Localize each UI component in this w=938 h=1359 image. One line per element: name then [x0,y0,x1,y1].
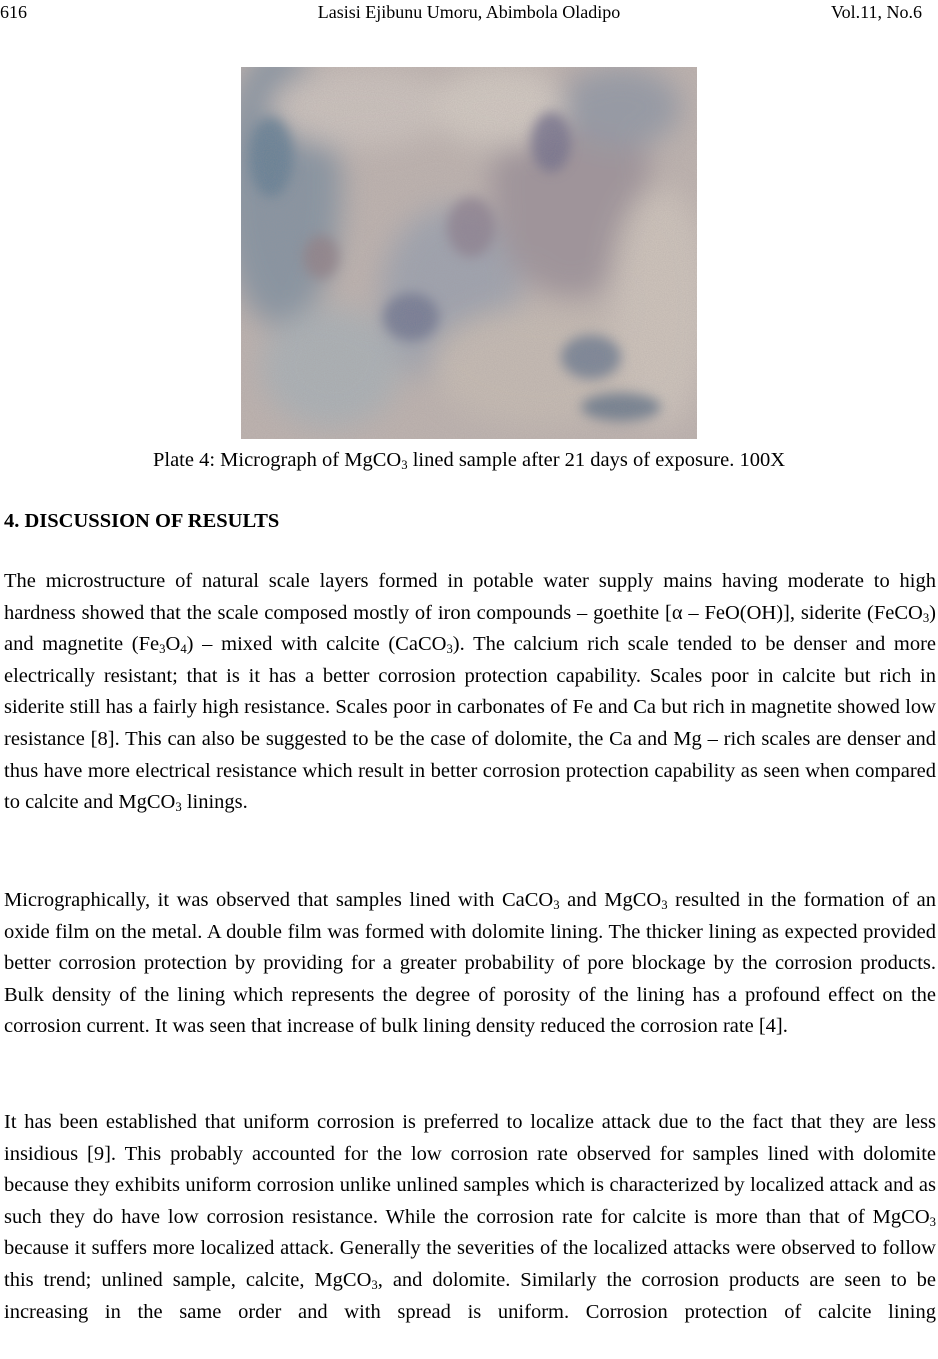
p1-text: linings. [181,791,248,814]
p3-text: , and dolomite. Similarly the corrosion products are seen to be increasing in the same order and with spread is uniform. Corrosion protection of calcite lining [4,1268,936,1323]
caption-text: Plate 4: Micrograph of MgCO [152,449,402,471]
caption-text-end: lined sample after 21 days of exposure. 100X [407,449,786,471]
running-header [0,0,938,30]
p3-sub: 3 [371,1278,378,1293]
p1-sub: 4 [180,642,187,657]
micrograph-image [241,67,697,439]
p1-sub: 3 [159,642,166,657]
p3-text: because it suffers more localized attack. Generally the severities of the localized attacks were observed to follow this trend; unlined sample, calcite, MgCO [4,1237,936,1291]
p1-text: The microstructure of natural scale layers formed in potable water supply mains having moderate to high hardness showed that the scale composed mostly of iron compounds – goethite [α – FeO(OH)], siderite (FeCO [4,570,936,624]
section-heading: 4. DISCUSSION OF RESULTS [4,510,280,532]
p2-sub: 3 [553,898,560,913]
p1-sub: 3 [446,642,453,657]
figure-caption [0,446,938,474]
p2-text: resulted in the formation of an oxide film on the metal. A double film was formed with dolomite lining. The thicker lining as expected provided better corrosion protection by providing for a greater probability of pore blockage by the corrosion products. Bulk density of the lining which represents the degree of porosity of the lining has a profound effect on the corrosion current. It was seen that increase of bulk lining density reduced the corrosion rate [4]. [4,889,936,1038]
paragraph-3 [4,1107,936,1328]
paragraph-1 [4,566,936,819]
p1-text: ). The calcium rich scale tended to be denser and more electrically resistant; that is it has a better corrosion protection capability. Scales poor in calcite but rich in siderite still has a fairly high resistance. Scales poor in carbonates of Fe and Ca but rich in magnetite showed low resistance [8]. This can also be suggested to be the case of dolomite, the Ca and Mg – rich scales are denser and thus have more electrical resistance which result in better corrosion protection capability as seen when compared to calcite and MgCO [4,633,936,814]
p2-text: and MgCO [559,889,662,911]
p1-text: O [165,633,181,656]
p1-sub: 3 [175,800,182,815]
p1-sub: 3 [922,610,930,625]
p1-text: ) – mixed with calcite (CaCO [186,633,447,656]
caption-subscript: 3 [401,458,408,473]
header-volume: Vol.11, No.6 [830,2,922,22]
p2-text: Micrographically, it was observed that samples lined with CaCO [4,889,554,911]
p3-text: It has been established that uniform corrosion is preferred to localize attack due to the fact that they are less insidious [9]. This probably accounted for the low corrosion rate observed for samples lined with dolomite because they exhibits uniform corrosion unlike unlined samples which is characterized by localized attack and as such they do have low corrosion resistance. While the corrosion rate for calcite is more than that of MgCO [4,1111,936,1228]
p2-sub: 3 [661,898,668,913]
p1-text: ) and magnetite (Fe [4,601,936,656]
page-number: 616 [0,2,27,22]
header-authors: Lasisi Ejibunu Umoru, Abimbola Oladipo [317,2,621,22]
micrograph-texture [241,67,697,439]
p3-sub: 3 [929,1214,936,1229]
paragraph-2 [4,885,936,1043]
